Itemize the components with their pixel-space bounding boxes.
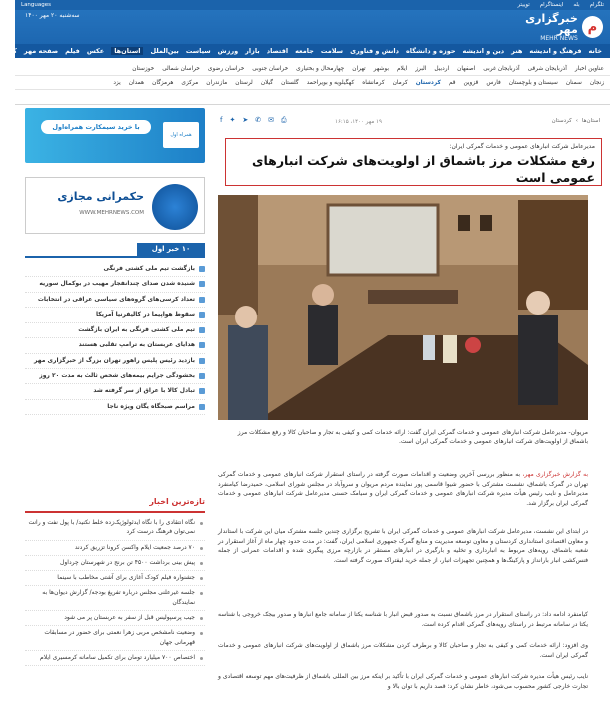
article-upper-title: مدیرعامل شرکت انبارهای عمومی و خدمات گمرکی ایران:: [449, 143, 595, 150]
province-nav-row-2: [15, 77, 610, 90]
nav-item[interactable]: حوزه و دانشگاه: [405, 47, 456, 55]
meeting-photo-illustration: [218, 195, 588, 420]
topbar-link-4[interactable]: توییتر: [517, 2, 530, 8]
top-news-item[interactable]: [25, 262, 205, 277]
latest-news-item[interactable]: جلسه غیرعلنی مجلس درباره تفریغ بودجه/ گزارش دیوان‌ها به نمایندگان: [25, 586, 205, 611]
camera-icon: [199, 388, 205, 394]
top-news-item[interactable]: [25, 369, 205, 384]
top-news-rule: [25, 256, 205, 258]
camera-icon: [199, 342, 205, 348]
nav-item[interactable]: دانش و فناوری: [350, 47, 399, 55]
top-news-title[interactable]: بازگشت تیم ملی کشتی فرنگی: [103, 265, 195, 272]
nav-item[interactable]: بین‌الملل: [150, 47, 179, 55]
article-datetime: ۱۹ مهر ۱۴۰۰، ۱۶:۱۵: [335, 119, 382, 125]
nav-item[interactable]: هنر: [511, 47, 523, 55]
province-link[interactable]: خراسان جنوبی: [252, 65, 289, 72]
top-news-title[interactable]: تیم ملی کشتی فرنگی به ایران بازگشت: [78, 326, 195, 334]
province-link[interactable]: آذربایجان غربی: [483, 65, 520, 72]
logo-name: خبرگزاری مهر: [525, 11, 578, 36]
logo-sub: MEHR NEWS: [540, 34, 578, 42]
province-link[interactable]: چهارمحال و بختیاری: [296, 65, 345, 72]
camera-icon: [199, 312, 205, 318]
camera-icon: [199, 281, 205, 287]
province-link[interactable]: تهران: [352, 65, 366, 72]
latest-news-list: [25, 516, 205, 666]
camera-icon: [199, 373, 205, 379]
virtual-governance-ad[interactable]: [25, 177, 205, 234]
camera-icon: [199, 327, 205, 333]
latest-news-rule: [25, 511, 205, 513]
top-news-item[interactable]: [25, 323, 205, 338]
article-paragraph: [218, 470, 588, 508]
telegram-icon[interactable]: ➤: [242, 116, 249, 124]
province-link[interactable]: فارس: [486, 80, 501, 86]
ad-button[interactable]: با خرید سیمکارت همراه‌اول: [41, 120, 151, 134]
nav-item[interactable]: اقتصاد: [266, 47, 289, 55]
top-news-item[interactable]: [25, 354, 205, 369]
ad-brand-logo: همراه اول: [163, 122, 199, 148]
nav-item[interactable]: کرونا: [0, 47, 17, 55]
sim-card-ad[interactable]: [25, 108, 205, 163]
camera-icon: [199, 266, 205, 272]
latest-news-item[interactable]: پیش بینی برداشت ۴۵۰۰ تن برنج در شهرستان چرداول: [25, 556, 205, 571]
article-photo: [218, 195, 588, 420]
nav-item[interactable]: عکس: [86, 47, 105, 55]
article-paragraph: در ابتدای این نشست، مدیرعامل شرکت انبارهای عمومی و خدمات گمرکی ایران با تشریح برگزاری چندین جلسه مشترک میان این شرکت با استاندار و معاون اقتصادی استانداری کردستان و معاون توسعه مدیریت و منابع گمرک جمهوری اسلامی ایران، گفت: در مدت حدود چهار ماه از آغاز استقرار در شعبه باشماق، رویه‌های مربوط به انبارداری و تخلیه و بارگیری در انبارهای مستقر در بازارچه مرزی پیگیری شده و اقدامات عمرانی از جمله فنس‌کشی انبار بارانداز و پارکینگ‌ها و همچنین تجهیزات انبار، از جمله خرید لیفتراک صورت گرفته است.: [218, 528, 588, 564]
province-link[interactable]: سیستان و بلوچستان: [508, 80, 558, 86]
province-link[interactable]: خوزستان: [132, 65, 155, 72]
province-link[interactable]: گیلان: [260, 80, 274, 86]
province-link[interactable]: مازندران: [206, 80, 228, 86]
province-link[interactable]: زنجان: [589, 80, 604, 86]
paragraph-text: به منظور بررسی آخرین وضعیت و اقدامات صورت گرفته در راستای استقرار شرکت انبارهای عمومی و خدمات گمرکی تهران در گمرک باشماق، نشست مشترکی با حضور شیوا قاسمی پور نماینده مردم مریوان و سروآباد در مجلس شورای اسلامی، حمیدرضا کیامنفرد مدیرعامل و نایب رئیس هیأت مدیره شرکت انبارهای عمومی و خدمات گمرکی ایران و سیامک حسنی مدیرعامل شرکت انبارهای عمومی و خدمات گمرکی ایران برگزار شد.: [218, 471, 588, 507]
topbar-link-3[interactable]: اینستاگرام: [539, 2, 564, 8]
province-link[interactable]: اردبیل: [434, 65, 450, 72]
province-link[interactable]: هرمزگان: [152, 80, 174, 86]
province-link[interactable]: قزوین: [463, 80, 479, 86]
print-icon[interactable]: ⎙: [280, 116, 287, 124]
top-news-title[interactable]: بازدید رئیس پلیس راهور تهران بزرگ از خبرگزاری مهر: [34, 356, 195, 364]
province-link[interactable]: گلستان: [281, 80, 299, 86]
top-news-title[interactable]: تعداد کرسی‌های گروه‌های سیاسی عراقی در انتخابات: [37, 295, 195, 303]
latest-news-item[interactable]: جشنواره فیلم کودک آغازی برای آشتی مخاطب با سینما: [25, 571, 205, 586]
top-news-title[interactable]: بخشودگی جرایم بیمه‌های شخص ثالث به مدت ۲۰ روز: [39, 372, 195, 380]
province-nav-row-3: [15, 91, 610, 105]
camera-icon: [199, 297, 205, 303]
province-link[interactable]: همدان: [128, 80, 145, 86]
latest-news-item[interactable]: وضعیت نامشخص مربی زهرا نعمتی برای حضور در مسابقات قهرمانی جهان: [25, 626, 205, 651]
nav-item[interactable]: جامعه: [295, 47, 314, 55]
top-news-list: [25, 262, 205, 415]
nav-item[interactable]: سلامت: [320, 47, 344, 55]
share-bar: [220, 116, 287, 125]
top-news-title[interactable]: هدایای عربستان به ترامپ تقلبی هستند: [78, 341, 195, 349]
province-link[interactable]: یزد: [113, 80, 121, 86]
top-news-item[interactable]: [25, 400, 205, 415]
nav-item[interactable]: استان‌ها: [111, 47, 143, 55]
topbar-link-2[interactable]: بله: [573, 2, 580, 8]
top-news-item[interactable]: [25, 293, 205, 308]
nav-item[interactable]: فیلم: [65, 47, 80, 55]
top-bar: [15, 0, 610, 10]
latest-news-item[interactable]: جیب پرسپولیس قبل از سفر به عربستان پر می شود: [25, 611, 205, 626]
province-link[interactable]: کهگیلویه و بویراحمد: [306, 80, 355, 86]
province-link[interactable]: عناوین اخبار: [574, 65, 604, 72]
nav-item[interactable]: بازار: [245, 47, 260, 55]
camera-icon: [199, 358, 205, 364]
province-link[interactable]: قم: [448, 80, 456, 86]
province-link[interactable]: آذربایجان شرقی: [527, 65, 567, 72]
top-news-heading: ۱۰ خبر اول: [137, 243, 205, 257]
nav-item[interactable]: صفحه مهر: [23, 47, 59, 55]
top-news-title[interactable]: شنیده شدن صدای چندانفجار مهیب در بوکمال سوریه: [39, 280, 195, 288]
whatsapp-icon[interactable]: ✆: [255, 116, 262, 124]
top-news-item[interactable]: [25, 308, 205, 323]
province-link[interactable]: مرکزی: [181, 80, 199, 86]
province-link[interactable]: بوشهر: [373, 65, 389, 72]
nav-item[interactable]: فرهنگ و اندیشه: [529, 47, 582, 55]
languages-link[interactable]: Languages: [21, 2, 52, 8]
latest-news-item[interactable]: نگاه انتقادی را با نگاه ایدئولوژیک‌زده خلط نکنید/ با پول نفت و رانت نمی‌توان فرهنگ درست کرد: [25, 516, 205, 541]
province-link[interactable]: ایلام: [396, 65, 408, 72]
province-link[interactable]: اصفهان: [457, 65, 476, 72]
photo-caption: مریوان- مدیرعامل شرکت انبارهای عمومی و خدمات گمرکی ایران گفت: ارائه خدمات کمی و کیفی به تجار و صاحبان کالا و رفع مشکلات مرز باشماق از اولویت‌های شرکت انبارهای عمومی و خدمات گمرکی ایران است.: [237, 429, 588, 446]
ad-url: WWW.MEHRNEWS.COM: [79, 210, 144, 216]
main-nav: [0, 44, 610, 58]
topbar-link-1[interactable]: تلگرام: [589, 2, 604, 8]
facebook-icon[interactable]: f: [220, 116, 223, 124]
article-title: رفع مشکلات مرز باشماق از اولویت‌های شرکت انبارهای عمومی است: [252, 153, 595, 185]
article-paragraph: وی افزود: ارائه خدمات کمی و کیفی به تجار و صاحبان کالا و برطرف کردن مشکلات مرز باشماق از اولویت‌های شرکت انبارهای عمومی و خدمات گمرکی ایران است.: [218, 642, 588, 659]
breadcrumb-item[interactable]: استان‌ها: [581, 118, 600, 124]
latest-news-item[interactable]: ۷۰ درصد جمعیت ایلام واکسن کرونا تزریق کردند: [25, 541, 205, 556]
province-link[interactable]: سمنان: [565, 80, 582, 86]
province-link[interactable]: کردستان: [415, 80, 441, 86]
article-paragraph: کیامنفرد ادامه داد: در راستای استقرار در مرز باشماق نسبت به صدور قبض انبار با شناسه یکتا از سامانه جامع انبارها و صدور بیجک خروجی با شناسه یکتا در سامانه مرتبط در راستای رویه‌های گمرکی اقدام کرده است.: [218, 611, 588, 628]
article-title-box: [225, 138, 602, 186]
top-news-item[interactable]: [25, 338, 205, 353]
current-date: سه‌شنبه ۲۰ مهر ۱۴۰۰: [25, 12, 80, 19]
nav-item[interactable]: ورزش: [217, 47, 239, 55]
camera-icon: [199, 404, 205, 410]
nav-item[interactable]: سیاست: [185, 47, 211, 55]
latest-news-heading: تازه‌ترین اخبار: [149, 497, 205, 506]
logo-mark-icon: م: [582, 16, 603, 38]
top-news-title[interactable]: تبادل کالا با عراق از سر گرفته شد: [93, 387, 195, 395]
governance-badge-icon: [152, 184, 198, 230]
province-link[interactable]: خراسان شمالی: [162, 65, 200, 72]
ad-title: حکمرانی مجازی: [57, 190, 144, 203]
latest-news-item[interactable]: اختصاص ۷۰۰ میلیارد تومان برای تکمیل سامانه کرمسیری ایلام: [25, 651, 205, 666]
breadcrumb-item[interactable]: کردستان: [551, 118, 572, 124]
nav-item[interactable]: خانه: [588, 47, 602, 55]
nav-item[interactable]: دین و اندیشه: [462, 47, 505, 55]
province-link[interactable]: خراسان رضوی: [207, 65, 245, 72]
twitter-icon[interactable]: ✦: [229, 116, 236, 124]
news-source[interactable]: به گزارش خبرگزاری مهر،: [522, 471, 588, 478]
province-link[interactable]: کرمان: [392, 80, 408, 86]
article-paragraph: نایب رئیس هیأت مدیره شرکت انبارهای عمومی و خدمات گمرکی ایران با تأکید بر اینکه مرز بین المللی باشماق از ظرفیت‌های مهم توسعه اقتصادی و تجارت خارجی کشور محسوب می‌شود، خاطر نشان کرد: قصد داریم با توان بالا و: [218, 673, 588, 690]
email-icon[interactable]: ✉: [268, 116, 274, 124]
province-link[interactable]: لرستان: [235, 80, 253, 86]
province-link[interactable]: کرمانشاه: [362, 80, 385, 86]
site-logo[interactable]: [503, 13, 603, 41]
breadcrumb: استان‌ها › کردستان: [551, 118, 600, 124]
province-link[interactable]: البرز: [415, 65, 427, 72]
top-news-title[interactable]: سقوط هواپیما در کالیفرنیا آمریکا: [95, 310, 195, 318]
top-news-item[interactable]: [25, 277, 205, 292]
province-nav-row-1: [15, 62, 610, 76]
top-news-item[interactable]: [25, 384, 205, 399]
top-news-title[interactable]: مراسم صبحگاه یگان ویژه ناجا: [107, 402, 195, 410]
